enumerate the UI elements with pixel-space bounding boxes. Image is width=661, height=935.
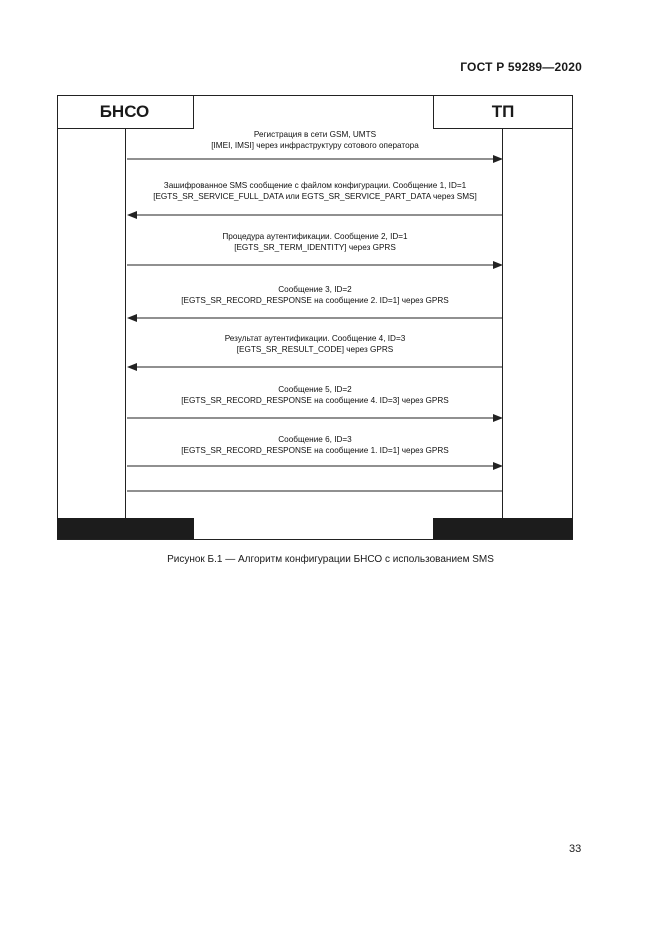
arrow-right-icon (127, 155, 503, 163)
participant-tp-header (433, 95, 573, 129)
lifeline-end-line (127, 490, 503, 492)
message-detail: [EGTS_SR_RECORD_RESPONSE на сообщение 4. ID=3] через GPRS (181, 396, 449, 405)
bnso-lifeline (125, 129, 126, 519)
participant-tp-label: ТП (491, 102, 515, 121)
message-title: Сообщение 3, ID=2 (278, 285, 352, 294)
message (127, 129, 503, 163)
message-title: Процедура аутентификации. Сообщение 2, ID=1 (222, 232, 408, 241)
bnso-lifeline-footer (57, 518, 194, 539)
message-title: Сообщение 5, ID=2 (278, 385, 352, 394)
arrow-left-icon (127, 363, 503, 371)
message-detail: [EGTS_SR_RECORD_RESPONSE на сообщение 2. ID=1] через GPRS (181, 296, 449, 305)
arrow-left-icon (127, 314, 503, 322)
message-detail: [EGTS_SR_SERVICE_FULL_DATA или EGTS_SR_SERVICE_PART_DATA через SMS] (153, 192, 477, 201)
arrow-left-icon (127, 211, 503, 219)
message (127, 180, 503, 219)
message-title: Результат аутентификации. Сообщение 4, ID=3 (224, 334, 406, 343)
sequence-diagram (57, 95, 573, 540)
message-title: Сообщение 6, ID=3 (278, 435, 352, 444)
message (127, 284, 503, 322)
message (127, 333, 503, 371)
message-title: Зашифрованное SMS сообщение с файлом конфигурации. Сообщение 1, ID=1 (163, 181, 467, 190)
tp-lifeline-footer (433, 518, 573, 539)
arrow-right-icon (127, 462, 503, 470)
message-detail: [EGTS_SR_TERM_IDENTITY] через GPRS (234, 243, 396, 252)
arrow-right-icon (127, 261, 503, 269)
participant-bnso-header (57, 95, 194, 129)
message (127, 384, 503, 422)
figure-caption: Рисунок Б.1 — Алгоритм конфигурации БНСО с использованием SMS (167, 554, 494, 565)
message-detail: [EGTS_SR_RECORD_RESPONSE на сообщение 1. ID=1] через GPRS (181, 446, 449, 455)
message (127, 231, 503, 269)
message-detail: [EGTS_SR_RESULT_CODE] через GPRS (236, 345, 394, 354)
message-detail: [IMEI, IMSI] через инфраструктуру сотового оператора (211, 141, 419, 150)
participant-bnso-label: БНСО (99, 102, 150, 121)
page-number: 33 (569, 843, 582, 855)
arrow-right-icon (127, 414, 503, 422)
message-title: Регистрация в сети GSM, UMTS (253, 130, 377, 139)
document-standard-number: ГОСТ Р 59289—2020 (460, 60, 582, 74)
message (127, 434, 503, 492)
